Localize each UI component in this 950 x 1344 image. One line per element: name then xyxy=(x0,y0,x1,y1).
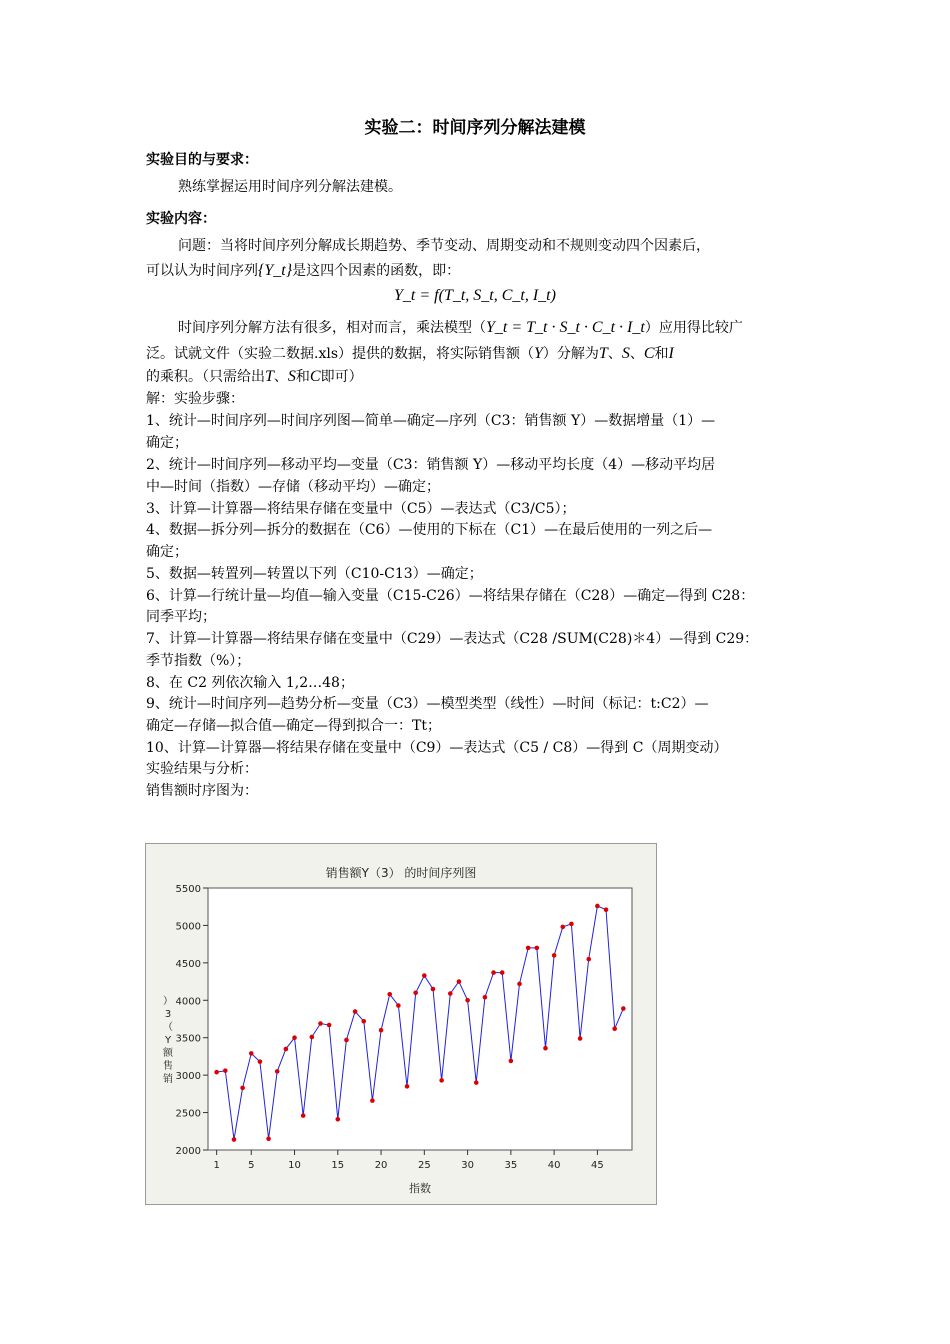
data-point xyxy=(223,1068,228,1073)
symbol-i: I xyxy=(668,345,674,362)
data-point xyxy=(214,1070,219,1075)
separator: 、 xyxy=(607,346,622,362)
plot-area xyxy=(208,888,632,1150)
step-line: 1、统计—时间序列—时间序列图—简单—确定—序列（C3：销售额 Y）—数据增量（1）— xyxy=(146,413,716,429)
purpose-text: 熟练掌握运用时间序列分解法建模。 xyxy=(178,179,402,195)
data-point xyxy=(249,1051,254,1056)
x-tick-label: 20 xyxy=(374,1160,388,1171)
data-point xyxy=(344,1038,349,1043)
step-line: 8、在 C2 列依次输入 1,2…48； xyxy=(146,675,354,691)
data-point xyxy=(612,1026,617,1031)
step-line: 5、数据—转置列—转置以下列（C10-C13）—确定； xyxy=(146,566,483,582)
data-point xyxy=(266,1136,271,1141)
data-point xyxy=(509,1059,514,1064)
y-label-glyph: （ xyxy=(163,1022,173,1033)
y-axis-label xyxy=(163,995,174,1085)
method-text-f: 即可） xyxy=(320,369,363,385)
x-tick-label: 45 xyxy=(591,1160,604,1171)
y-tick-label: 4000 xyxy=(175,996,201,1008)
time-series-chart xyxy=(145,843,657,1205)
method-line-2 xyxy=(146,344,812,364)
data-point xyxy=(405,1084,410,1089)
multiplicative-model-formula: Y_t = T_t · S_t · C_t · I_t xyxy=(486,319,645,336)
symbol-t: T xyxy=(265,368,274,385)
x-tick-label: 40 xyxy=(547,1160,561,1171)
data-point xyxy=(474,1080,479,1085)
data-point xyxy=(258,1059,263,1064)
y-tick-label: 3000 xyxy=(175,1071,201,1083)
solution-label: 解：实验步骤： xyxy=(146,391,244,407)
x-tick-label: 35 xyxy=(504,1160,518,1171)
symbol-c: C xyxy=(643,345,655,362)
x-tick-label: 15 xyxy=(331,1160,345,1171)
data-point xyxy=(327,1023,332,1028)
data-point xyxy=(483,995,488,1000)
symbol-c: C xyxy=(309,368,321,385)
x-axis xyxy=(213,1150,603,1171)
data-point xyxy=(284,1047,289,1052)
step-line: 9、统计—时间序列—趋势分析—变量（C3）—模型类型（线性）—时间（标记：t:C2）— xyxy=(146,696,709,712)
y-label-glyph: 售 xyxy=(163,1061,173,1072)
step-line: 确定； xyxy=(146,544,188,560)
y-label-glyph: 销 xyxy=(163,1074,173,1085)
data-point xyxy=(318,1021,323,1026)
results-heading: 实验结果与分析： xyxy=(146,761,258,777)
problem-line-1: 问题：当将时间序列分解成长期趋势、季节变动、周期变动和不规则变动四个因素后， xyxy=(178,238,710,254)
data-point xyxy=(621,1006,626,1011)
y-tick-label: 2500 xyxy=(175,1108,201,1120)
chart-title: 销售额Y（3） 的时间序列图 xyxy=(325,866,477,880)
x-axis-label: 指数 xyxy=(409,1182,431,1195)
data-point xyxy=(465,998,470,1003)
method-text-e: 的乘积。（只需给出 xyxy=(146,369,265,385)
data-point xyxy=(275,1069,280,1074)
data-point xyxy=(569,922,574,927)
method-text-b: ）应用得比较广 xyxy=(644,320,743,336)
x-tick-label: 10 xyxy=(288,1160,301,1171)
separator: 、 xyxy=(273,369,288,385)
method-text-a: 时间序列分解方法有很多，相对而言，乘法模型（ xyxy=(178,320,486,336)
x-tick-label: 30 xyxy=(461,1160,474,1171)
y-tick-label: 5500 xyxy=(175,884,201,895)
symbol-s: S xyxy=(287,368,296,385)
method-text-d: ）分解为 xyxy=(542,346,599,362)
data-point xyxy=(301,1113,306,1118)
y-tick-label: 3500 xyxy=(175,1033,201,1045)
data-point xyxy=(310,1035,315,1040)
y-label-glyph: 额 xyxy=(163,1048,173,1059)
data-point xyxy=(353,1009,358,1014)
y-tick-label: 2000 xyxy=(175,1146,201,1157)
data-point xyxy=(535,946,540,951)
step-line: 同季平均； xyxy=(146,609,216,625)
content-heading: 实验内容： xyxy=(146,211,216,227)
data-point xyxy=(578,1036,583,1041)
chart-intro: 销售额时序图为： xyxy=(146,783,258,799)
data-point xyxy=(586,957,591,962)
symbol-t: T xyxy=(598,345,608,362)
x-tick-label: 1 xyxy=(213,1160,220,1171)
y-axis xyxy=(176,884,208,1157)
data-point xyxy=(439,1078,444,1083)
data-point xyxy=(517,982,522,987)
purpose-heading: 实验目的与要求： xyxy=(146,152,258,168)
data-point xyxy=(379,1028,384,1033)
data-point xyxy=(604,907,609,912)
data-point xyxy=(387,992,392,997)
data-point xyxy=(335,1117,340,1122)
method-line-1 xyxy=(178,318,844,338)
step-line: 2、统计—时间序列—移动平均—变量（C3：销售额 Y）—移动平均长度（4）—移动平均居 xyxy=(146,457,716,473)
conjunction: 和 xyxy=(295,369,310,385)
y-tick-label: 4500 xyxy=(175,958,201,970)
symbol-s: S xyxy=(621,345,630,362)
chart-svg xyxy=(146,844,656,1204)
document-title: 实验二：时间序列分解法建模 xyxy=(364,118,586,138)
data-point xyxy=(422,973,427,978)
problem-line-2 xyxy=(146,261,812,281)
function-formula: Y_t = f(T_t, S_t, C_t, I_t) xyxy=(394,287,556,304)
symbol-y: Y xyxy=(534,345,543,362)
data-point xyxy=(491,970,496,975)
data-point xyxy=(526,946,531,951)
data-point xyxy=(543,1046,548,1051)
data-point xyxy=(595,904,600,909)
problem-text-b: 是这四个因素的函数，即： xyxy=(292,263,461,279)
data-point xyxy=(500,970,505,975)
step-line: 中—时间（指数）—存储（移动平均）—确定； xyxy=(146,479,440,495)
step-line: 季节指数（%）； xyxy=(146,653,251,669)
method-text-c: 泛。试就文件（实验二数据.xls）提供的数据，将实际销售额（ xyxy=(146,346,535,362)
y-label-glyph: Y xyxy=(164,1035,172,1046)
data-point xyxy=(370,1098,375,1103)
step-line: 4、数据—拆分列—拆分的数据在（C6）—使用的下标在（C1）—在最后使用的一列之后— xyxy=(146,522,713,538)
step-line: 3、计算—计算器—将结果存储在变量中（C5）—表达式（C3/C5）； xyxy=(146,501,576,517)
y-label-glyph: ） xyxy=(163,996,173,1007)
separator: 、 xyxy=(629,346,644,362)
data-point xyxy=(292,1035,297,1040)
step-line: 7、计算—计算器—将结果存储在变量中（C29）—表达式（C28 /SUM(C28)＊4）—得到 C29： xyxy=(146,631,759,647)
method-line-3 xyxy=(146,367,812,387)
data-point xyxy=(457,979,462,984)
step-line: 6、计算—行统计量—均值—输入变量（C15-C26）—将结果存储在（C28）—确定—得到 C28： xyxy=(146,588,755,604)
step-line: 10、计算—计算器—将结果存储在变量中（C9）—表达式（C5 / C8）—得到 C（周期变动） xyxy=(146,740,728,756)
data-point xyxy=(413,991,418,996)
data-point xyxy=(232,1137,237,1142)
data-point xyxy=(431,987,436,992)
series-symbol: {Y_t} xyxy=(258,262,293,279)
x-tick-label: 5 xyxy=(248,1160,255,1171)
data-point xyxy=(240,1086,245,1091)
data-point xyxy=(560,925,565,930)
data-point xyxy=(396,1003,401,1008)
data-point xyxy=(552,953,557,958)
data-point xyxy=(448,991,453,996)
x-tick-label: 25 xyxy=(417,1160,431,1171)
step-line: 确定—存储—拟合值—确定—得到拟合一：Tt； xyxy=(146,718,441,734)
step-line: 确定； xyxy=(146,435,188,451)
y-label-glyph: 3 xyxy=(164,1009,172,1020)
data-point xyxy=(361,1019,366,1024)
conjunction: 和 xyxy=(654,346,669,362)
problem-text-a: 可以认为时间序列 xyxy=(146,263,258,279)
y-tick-label: 5000 xyxy=(175,921,201,933)
